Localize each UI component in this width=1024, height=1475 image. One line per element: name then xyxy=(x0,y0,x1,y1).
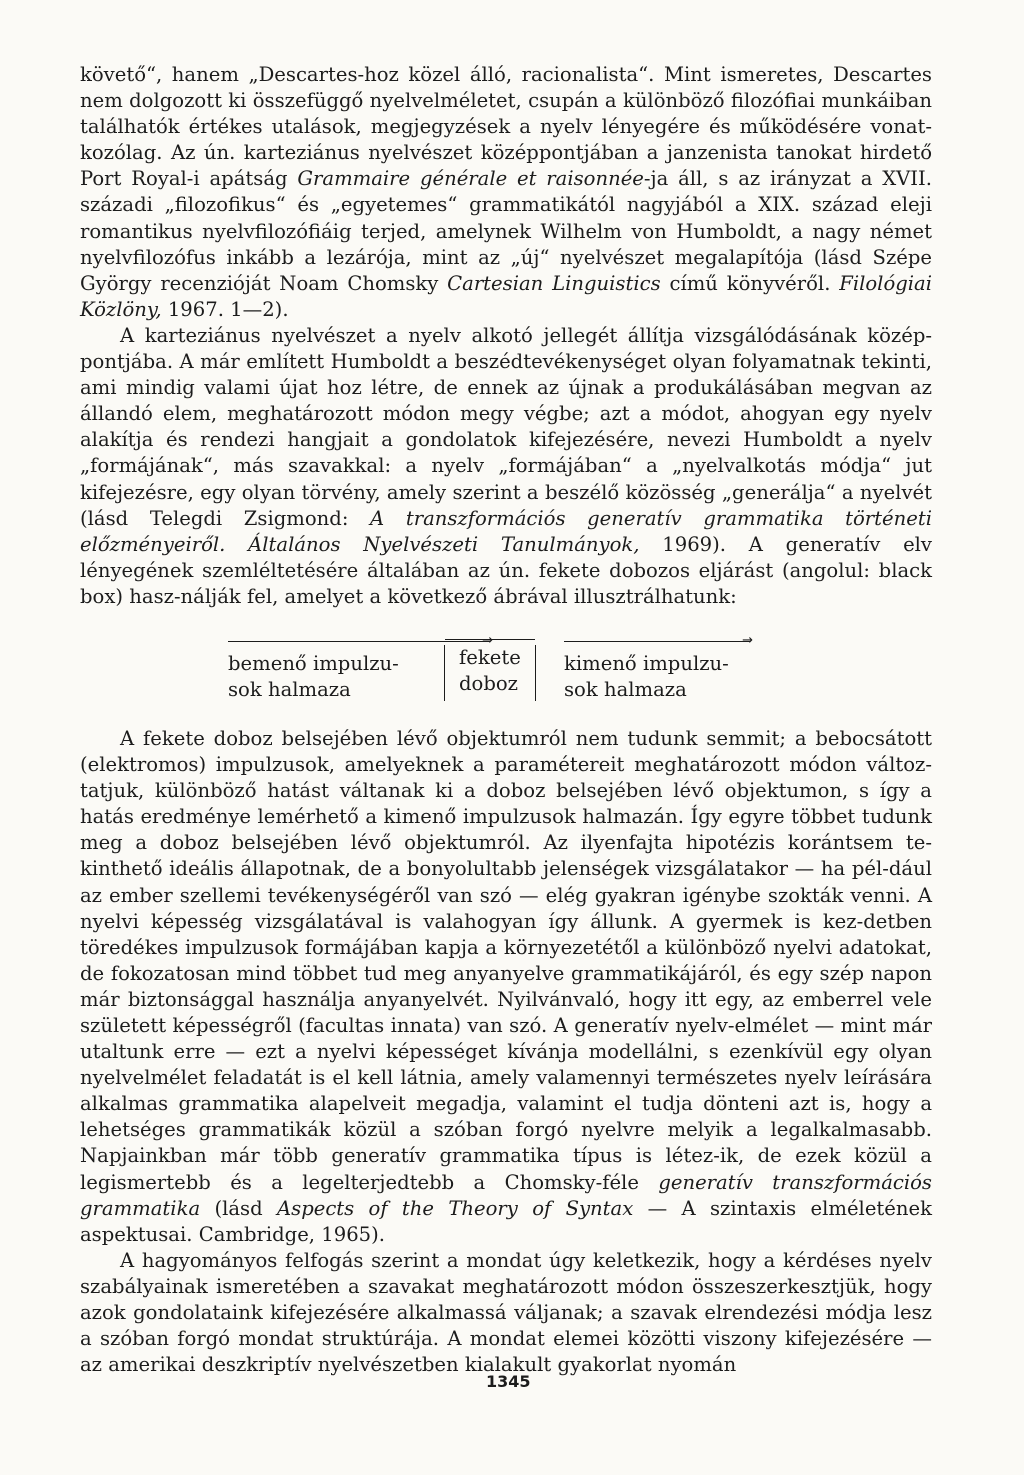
paragraph-4 xyxy=(80,1248,932,1378)
paragraph-2 xyxy=(80,323,932,610)
text-run: 1969). A generatív elv lényegének szemléltetésére általában az ún. fekete dobozos eljárást (angolul: black box) hasz-nálják fel, amelyet a következő ábrával illusztrálhatunk: xyxy=(80,532,932,608)
output-label-line: sok halmaza xyxy=(564,677,687,701)
paragraph-1 xyxy=(80,62,932,323)
text-run: című könyvéről. xyxy=(660,271,840,295)
italic-title: Filológiai Közlöny, xyxy=(80,271,932,321)
input-label xyxy=(228,651,399,703)
black-box-diagram xyxy=(80,625,932,721)
output-arrow xyxy=(564,632,753,648)
text-run: követő“, hanem „Descartes-hoz közel álló, racionalista“. Mint ismeretes, Descartes nem dolgozott ki összefüggő nyelvelméletet, csupán a különböző filozófiai munkáiban találhatók értékes utalások, megjegyzések a nyelv lényegére és működésére vonat-kozólag. Az ún. karteziánus nyelvészet középpontjában a janzenista tanokat hirdető Port Royal-i apátság xyxy=(80,63,932,191)
arrow-head-icon: → xyxy=(482,632,493,648)
text-run: 1967. 1—2). xyxy=(161,297,289,321)
input-label-line: bemenő impulzu- xyxy=(228,651,399,675)
output-label-line: kimenő impulzu- xyxy=(564,651,729,675)
text-run: — A szintaxis elméletének aspektusai. Cambridge, 1965). xyxy=(80,1196,932,1246)
input-arrow xyxy=(228,632,493,648)
body-text xyxy=(80,62,932,1378)
text-run: A hagyományos felfogás szerint a mondat úgy keletkezik, hogy a kérdéses nyelv szabályainak ismeretében a szavakat meghatározott módon összeszerkesztjük, hogy azok gondolataink kifejezésére alkalmassá váljanak; a szavak elrendezési módja lesz a szóban forgó mondat struktúrája. A mondat elemei közötti viszony kifejezésére — az amerikai deszkriptív nyelvészetben kialakult gyakorlat nyomán xyxy=(80,1248,932,1377)
black-box xyxy=(444,645,536,701)
text-run: -ja áll, s az irányzat a XVII. századi „filozofikus“ és „egyetemes“ grammatikától nagyjából a XIX. század eleji romantikus nyelvfilozófiáig terjed, amelynek Wilhelm von Humboldt, a nagy német nyelvfilozófus inkább a lezárója, mint az „új“ nyelvészet megalapítója (lásd Szépe György recenzióját Noam Chomsky xyxy=(80,167,933,295)
box-label-line: doboz xyxy=(459,671,519,695)
box-label-line: fekete xyxy=(459,645,521,669)
arrow-head-icon: → xyxy=(742,632,753,648)
input-label-line: sok halmaza xyxy=(228,677,351,701)
paragraph-3 xyxy=(80,726,932,1248)
italic-title: Grammaire générale et raisonnée xyxy=(297,167,644,191)
italic-title: A transzformációs generatív grammatika történeti előzményeiről. Általános Nyelvészeti Tanulmányok, xyxy=(80,506,932,556)
italic-title: generatív transzformációs grammatika xyxy=(80,1170,932,1220)
text-run: A fekete doboz belsejében lévő objektumról nem tudunk semmit; a bebocsátott (elektromos) impulzusok, amelyeknek a paramétereit meghatározott módon változ-tatjuk, különböző hatást váltanak ki a doboz belsejében lévő objektumon, s így a hatás eredménye lemérhető a kimenő impulzusok halmazán. Így egyre többet tudunk meg a doboz belsejében lévő objektumról. Az ilyenfajta hipotézis korántsem te-kinthető ideális állapotnak, de a bonyolultabb jelenségek vizsgálatakor — ha pél-dául az ember szellemi tevékenységéről van szó — elég gyakran igénybe szokták venni. A nyelvi képesség vizsgálatával is valahogyan így állunk. A gyermek is kez-detben töredékes impulzusok formájában kapja a környezetétől a különböző nyelvi adatokat, de fokozatosan mind többet tud meg anyanyelve grammatikájáról, és egy szép napon már biztonsággal használja anyanyelvét. Nyilvánvaló, hogy itt egy, az emberrel vele született képességről (facultas innata) van szó. A generatív nyelv-elmélet — mint már utaltunk erre — ezt a nyelvi képességet kívánja modellálni, s ezenkívül egy olyan nyelvelmélet feladatát is el kell látnia, amely valamennyi természetes nyelv leírására alkalmas grammatika alapelveit megadja, valamint el tudja dönteni azt is, hogy a lehetséges grammatikák közül a szóban forgó nyelvre melyik a legalkalmasabb. Napjainkban már több generatív grammatika típus is létez-ik, de ezek közül a legismertebb és a legelterjedtebb a Chomsky-féle xyxy=(80,726,932,1194)
italic-title: Cartesian Linguistics xyxy=(447,271,661,295)
text-run: A karteziánus nyelvészet a nyelv alkotó jellegét állítja vizsgálódásának közép-pontjába. A már említett Humboldt a beszédtevékenységet olyan folyamatnak tekinti, ami mindig valami újat hoz létre, de ennek az újnak a produkálásában megvan az állandó elem, meghatározott módon megy végbe; azt a módot, ahogyan egy nyelv alakítja és rendezi hangjait a gondolatok kifejezésére, nevezi Humboldt a nyelv „formájának“, más szavakkal: a nyelv „formájában“ a „nyelvalkotás módja“ jut kifejezésre, egy olyan törvény, amely szerint a beszélő közösség „generálja“ a nyelvét (lásd Telegdi Zsigmond: xyxy=(80,323,932,530)
text-run: (lásd xyxy=(200,1196,277,1220)
italic-title: Aspects of the Theory of Syntax xyxy=(276,1196,634,1220)
page-number: 1345 xyxy=(486,1372,531,1391)
output-label xyxy=(564,651,729,703)
